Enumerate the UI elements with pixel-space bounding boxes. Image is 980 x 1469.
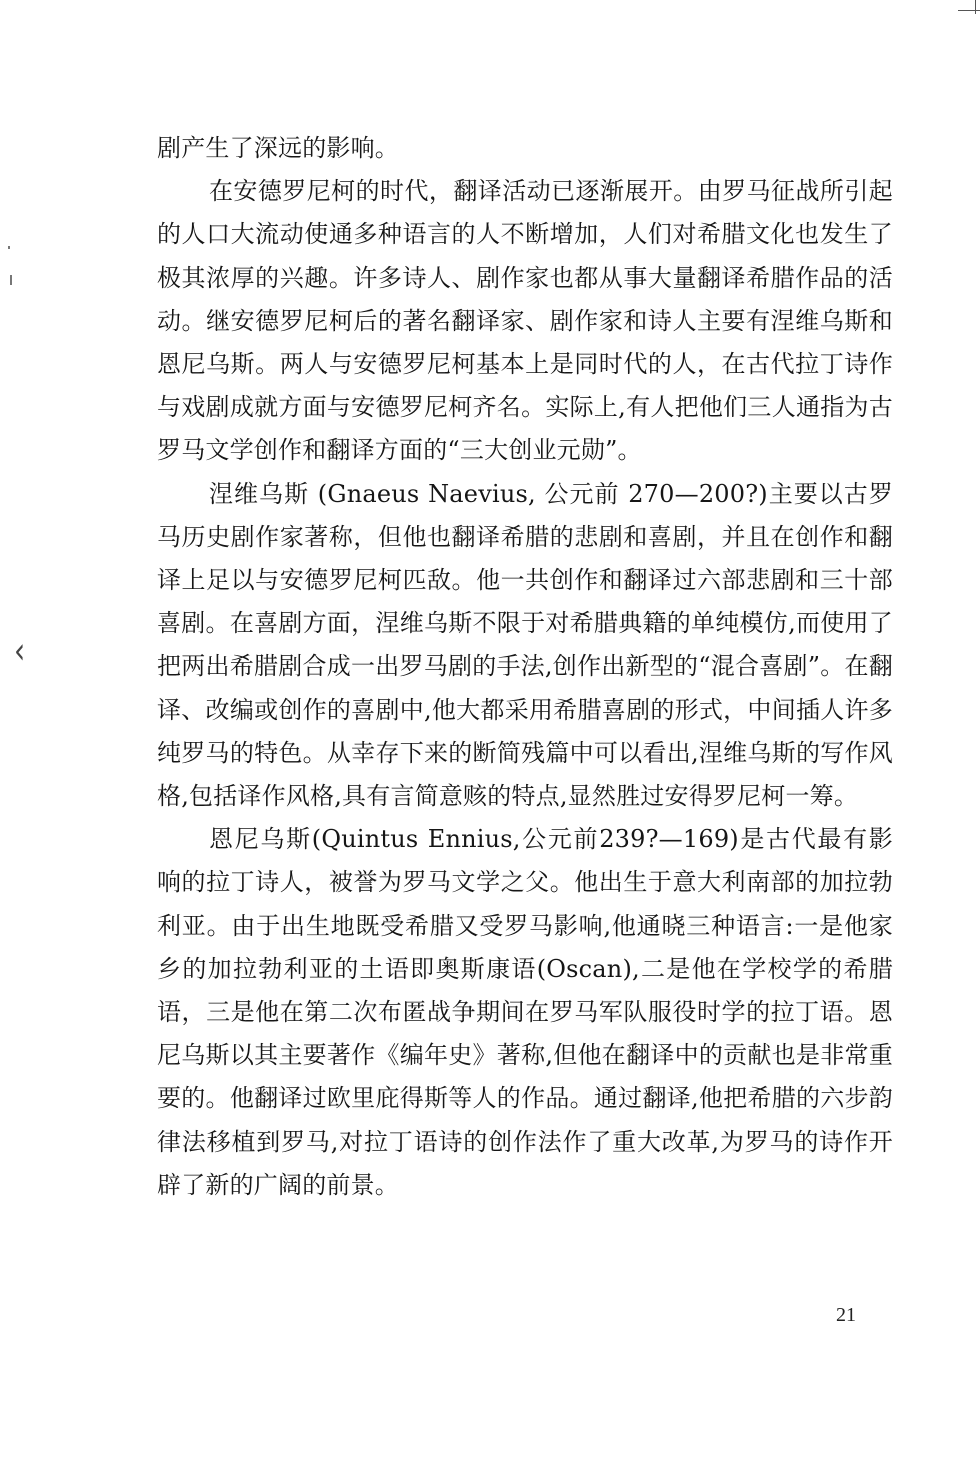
scan-corner-mark [958, 10, 980, 11]
paragraph-ennius: 恩尼乌斯(Quintus Ennius,公元前239?—169)是古代最有影响的拉丁诗人，被誉为罗马文学之父。他出生于意大利南部的加拉勃利亚。由于出生地既受希腊又受罗马影响,他通晓三种语言:一是他家乡的加拉勃利亚的土语即奥斯康语(Oscan),二是他在学校学的希腊语，三是他在第二次布匿战争期间在罗马军队服役时学的拉丁语。恩尼乌斯以其主要著作《编年史》著称,但他在翻译中的贡献也是非常重要的。他翻译过欧里庇得斯等人的作品。通过翻译,他把希腊的六步韵律法移植到罗马,对拉丁语诗的创作法作了重大改革,为罗马的诗作开辟了新的广阔的前景。 [157, 825, 893, 1199]
margin-bracket-mark: ‹ [14, 629, 26, 672]
body-text [157, 127, 893, 1207]
margin-speck [8, 246, 10, 249]
margin-speck [10, 275, 12, 285]
page-number: 21 [836, 1304, 856, 1326]
paragraph-translation-era: 在安德罗尼柯的时代，翻译活动已逐渐展开。由罗马征战所引起的人口大流动使通多种语言的人不断增加，人们对希腊文化也发生了极其浓厚的兴趣。许多诗人、剧作家也都从事大量翻译希腊作品的活动。继安德罗尼柯后的著名翻译家、剧作家和诗人主要有涅维乌斯和恩尼乌斯。两人与安德罗尼柯基本上是同时代的人，在古代拉丁诗作与戏剧成就方面与安德罗尼柯齐名。实际上,有人把他们三人通指为古罗马文学创作和翻译方面的“三大创业元勋”。 [157, 177, 893, 465]
paragraph-naevius: 涅维乌斯 (Gnaeus Naevius, 公元前 270—200?)主要以古罗马历史剧作家著称，但他也翻译希腊的悲剧和喜剧，并且在创作和翻译上足以与安德罗尼柯匹敌。他一共创作和翻译过六部悲剧和三十部喜剧。在喜剧方面，涅维乌斯不限于对希腊典籍的单纯模仿,而使用了把两出希腊剧合成一出罗马剧的手法,创作出新型的“混合喜剧”。在翻译、改编或创作的喜剧中,他大都采用希腊喜剧的形式，中间插人许多纯罗马的特色。从幸存下来的断简残篇中可以看出,涅维乌斯的写作风格,包括译作风格,具有言简意赅的特点,显然胜过安得罗尼柯一筹。 [157, 479, 893, 811]
scan-edge-mark [975, 0, 976, 14]
paragraph-continuation: 剧产生了深远的影响。 [157, 134, 399, 162]
